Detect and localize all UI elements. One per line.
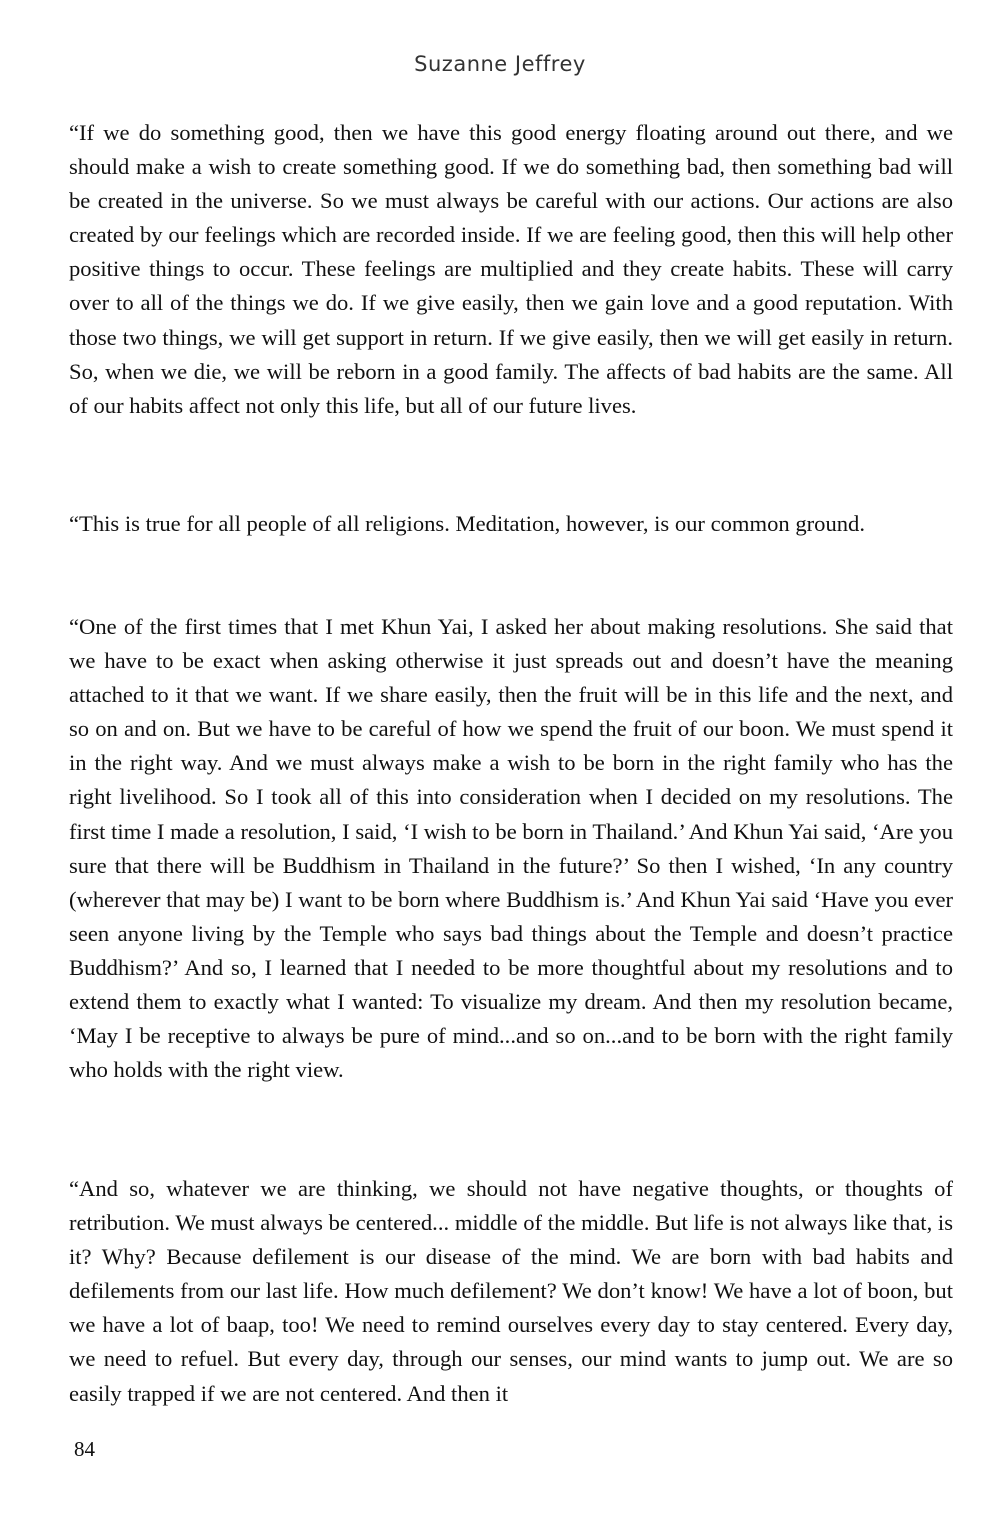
- running-head: Suzanne Jeffrey: [414, 52, 586, 76]
- page-number: 84: [74, 1437, 95, 1461]
- paragraph-centered: “And so, whatever we are thinking, we should not have negative thoughts, or thoughts of retribution. We must always be centered... middle of the middle. But life is not always like that, is it? Why? Because defilement is our disease of the mind. We are born with bad habits and defilements from our last life. How much defilement? We don’t know! We have a lot of boon, but we have a lot of baap, too! We need to remind ourselves every day to stay centered. Every day, we need to refuel. But every day, through our senses, our mind wants to jump out. We are so easily trapped if we are not centered. And then it: [69, 1176, 953, 1406]
- paragraph-common-ground: “This is true for all people of all religions. Meditation, however, is our common ground.: [69, 511, 865, 536]
- paragraph-resolutions: “One of the first times that I met Khun Yai, I asked her about making resolutions. She said that we have to be exact when asking otherwise it just spreads out and doesn’t have the meaning attached to it that we want. If we share easily, then the fruit will be in this life and the next, and so on and on. But we have to be careful of how we spend the fruit of our boon. We must spend it in the right way. And we must always make a wish to be born in the right family who has the right livelihood. So I took all of this into consideration when I decided on my resolutions. The first time I made a resolution, I said, ‘I wish to be born in Thailand.’ And Khun Yai said, ‘Are you sure that there will be Buddhism in Thailand in the future?’ So then I wished, ‘In any country (wherever that may be) I want to be born where Buddhism is.’ And Khun Yai said ‘Have you ever seen anyone living by the Temple who says bad things about the Temple and doesn’t practice Buddhism?’ And so, I learned that I needed to be more thoughtful about my resolutions and to extend them to exactly what I wanted: To visualize my dream. And then my resolution became, ‘May I be receptive to always be pure of mind...and so on...and to be born with the right family who holds with the right view.: [69, 614, 953, 1083]
- paragraph-good-energy: “If we do something good, then we have this good energy floating around out there, and we should make a wish to create something good. If we do something bad, then something bad will be created in the universe. So we must always be careful with our actions. Our actions are also created by our feelings which are recorded inside. If we are feeling good, then this will help other positive things to occur. These feelings are multiplied and they create habits. These will carry over to all of the things we do. If we give easily, then we gain love and a good reputation. With those two things, we will get support in return. If we give easily, then we will get easily in return. So, when we die, we will be reborn in a good family. The affects of bad habits are the same. All of our habits affect not only this life, but all of our future lives.: [69, 120, 953, 418]
